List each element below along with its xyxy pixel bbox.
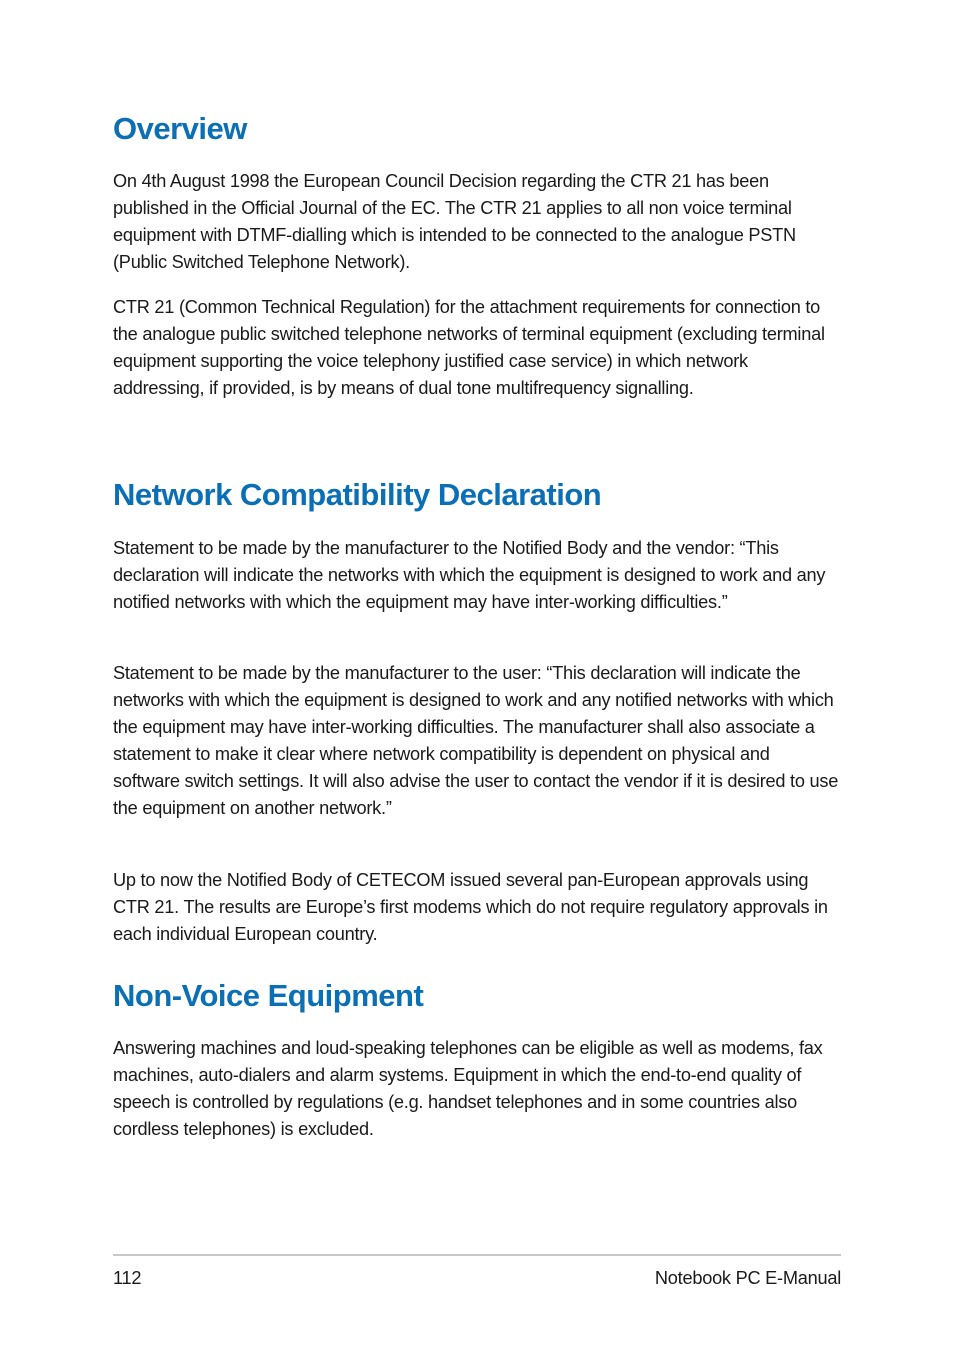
heading-non-voice-equipment: Non-Voice Equipment [113,978,424,1013]
paragraph-network-cetecom: Up to now the Notified Body of CETECOM issued several pan-European approvals using CTR 21. The results are Europe’s first modems which do not require regulatory approvals in each individual European country. [113,870,828,944]
footer-divider [113,1254,841,1256]
page-footer [113,1265,841,1292]
paragraph-overview-ctr21-decision: On 4th August 1998 the European Council Decision regarding the CTR 21 has been published in the Official Journal of the EC. The CTR 21 applies to all non voice terminal equipment with DTMF-dialling which is intended to be connected to the analogue PSTN (Public Switched Telephone Network). [113,171,796,272]
paragraph-network-statement-notified-body: Statement to be made by the manufacturer to the Notified Body and the vendor: “This declaration will indicate the networks with which the equipment is designed to work and any notified networks with which the equipment may have inter-working difficulties.” [113,538,826,612]
paragraph-overview-ctr21-definition: CTR 21 (Common Technical Regulation) for the attachment requirements for connection to the analogue public switched telephone networks of terminal equipment (excluding terminal equipment supporting the voice telephony justified case service) in which network addressing, if provided, is by means of dual tone multifrequency signalling. [113,297,825,398]
manual-title: Notebook PC E-Manual [654,1268,841,1288]
heading-network-compatibility: Network Compatibility Declaration [113,477,602,512]
paragraph-network-statement-user: Statement to be made by the manufacturer to the user: “This declaration will indicate the networks with which the equipment is designed to work and any notified networks with which the equipment may have inter-working difficulties. The manufacturer shall also associate a statement to make it clear where network compatibility is dependent on physical and software switch settings. It will also advise the user to contact the vendor if it is desired to use the equipment on another network.” [113,663,839,818]
paragraph-non-voice-equipment: Answering machines and loud-speaking telephones can be eligible as well as modems, fax machines, auto-dialers and alarm systems. Equipment in which the end-to-end quality of speech is controlled by regulations (e.g. handset telephones and in some countries also cordless telephones) is excluded. [113,1038,823,1139]
page-number: 112 [113,1268,142,1288]
heading-overview: Overview [113,111,247,146]
